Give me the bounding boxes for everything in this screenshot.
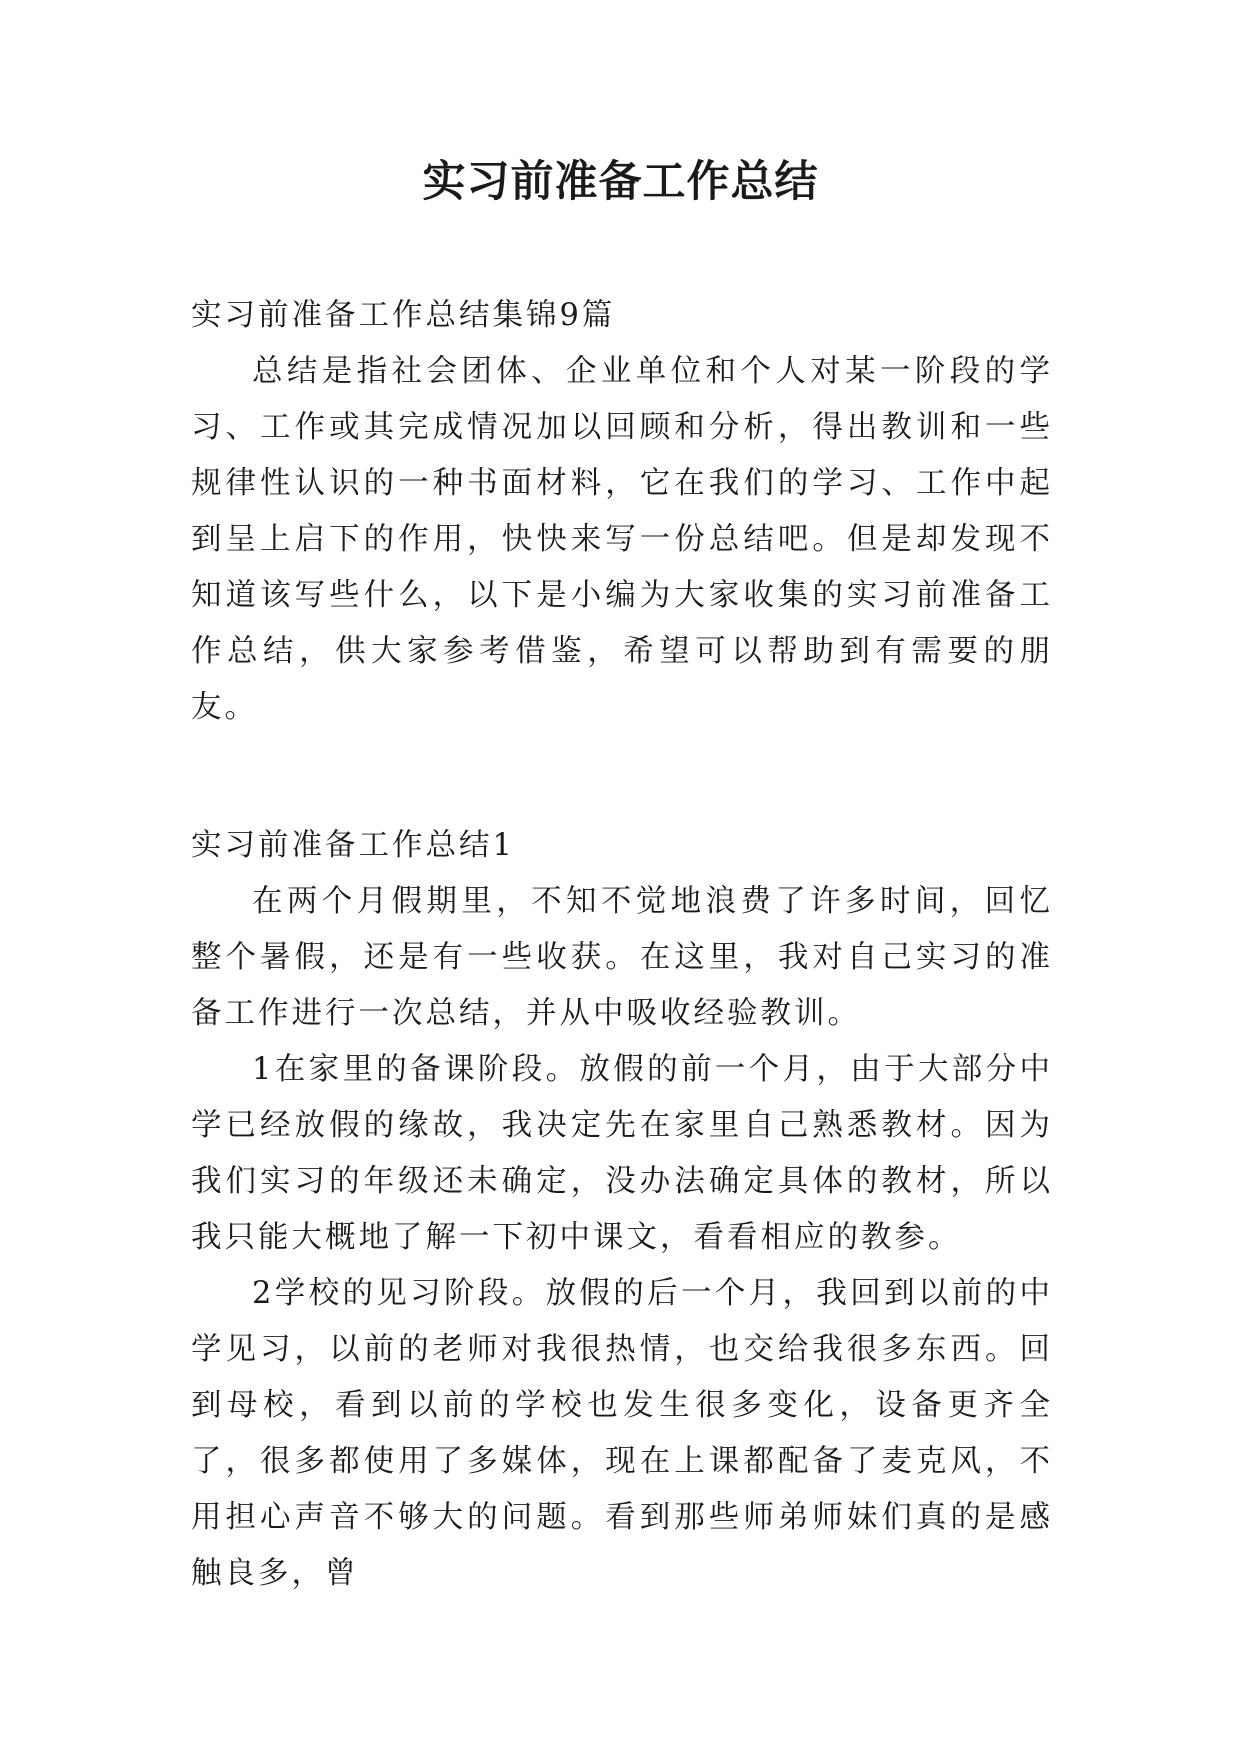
intro-section [191,288,1053,736]
section-1 [191,818,1053,1602]
section-paragraph: 在两个月假期里，不知不觉地浪费了许多时间，回忆整个暑假，还是有一些收获。在这里，我对自己实习的准备工作进行一次总结，并从中吸收经验教训。 [191,884,1053,1031]
section-paragraph: 1在家里的备课阶段。放假的前一个月，由于大部分中学已经放假的缘故，我决定先在家里自己熟悉教材。因为我们实习的年级还未确定，没办法确定具体的教材，所以我只能大概地了解一下初中课文，看看相应的教参。 [191,1052,1053,1255]
section-heading: 实习前准备工作总结1 [191,828,515,863]
section-paragraph: 2学校的见习阶段。放假的后一个月，我回到以前的中学见习，以前的老师对我很热情，也交给我很多东西。回到母校，看到以前的学校也发生很多变化，设备更齐全了，很多都使用了多媒体，现在上课都配备了麦克风，不用担心声音不够大的问题。看到那些师弟师妹们真的是感触良多，曾 [191,1276,1053,1591]
intro-paragraph: 总结是指社会团体、企业单位和个人对某一阶段的学习、工作或其完成情况加以回顾和分析，得出教训和一些规律性认识的一种书面材料，它在我们的学习、工作中起到呈上启下的作用，快快来写一份总结吧。但是却发现不知道该写些什么，以下是小编为大家收集的实习前准备工作总结，供大家参考借鉴，希望可以帮助到有需要的朋友。 [191,354,1053,725]
document-subtitle: 实习前准备工作总结集锦9篇 [191,298,616,333]
document-title: 实习前准备工作总结 [422,157,819,207]
